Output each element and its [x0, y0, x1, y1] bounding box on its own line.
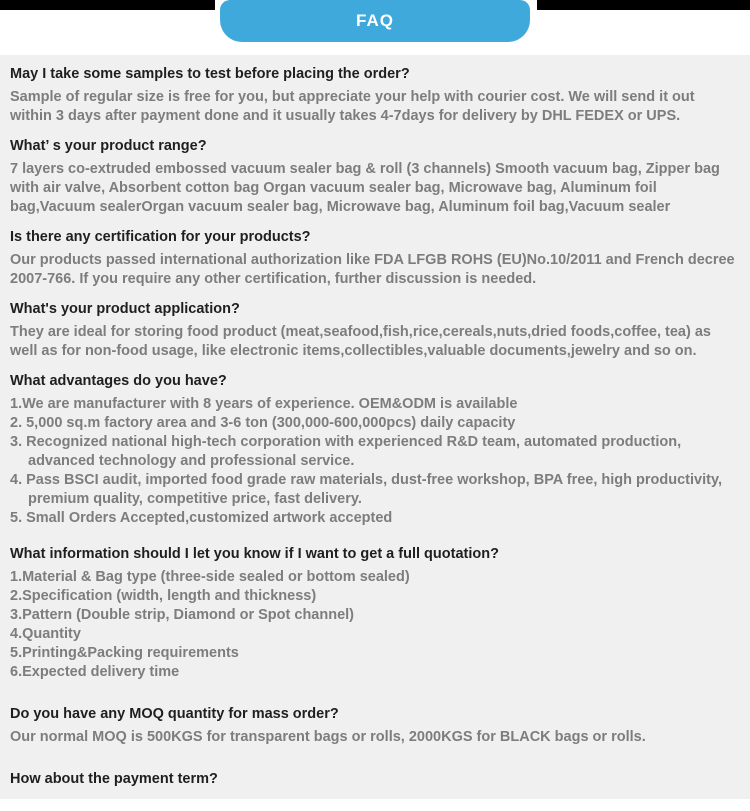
faq-content [0, 55, 750, 799]
top-border-left [0, 0, 215, 10]
faq-question: What's your product application? [10, 301, 240, 317]
faq-item-moq [10, 704, 740, 747]
top-border-right [537, 0, 750, 10]
faq-question: Do you have any MOQ quantity for mass order? [10, 706, 339, 722]
faq-item-payment-term [10, 769, 740, 789]
faq-question: What advantages do you have? [10, 373, 227, 389]
faq-answer-line: 6.Expected delivery time [10, 664, 180, 680]
faq-item-advantages [10, 371, 740, 528]
faq-answer-line: 3.Pattern (Double strip, Diamond or Spot channel) [10, 607, 354, 623]
faq-question: What’ s your product range? [10, 138, 207, 154]
faq-item-samples [10, 64, 740, 126]
faq-answer: They are ideal for storing food product (meat,seafood,fish,rice,cereals,nuts,dried foods,coffee, tea) as well as for non-food usage, like electronic items,collectibles,valuable documents,jewelry and so on. [10, 324, 711, 359]
faq-item-quotation-info [10, 544, 740, 682]
top-strip [0, 0, 750, 55]
faq-answer-line: 2.Specification (width, length and thickness) [10, 588, 317, 604]
faq-answer-line: 4.Quantity [10, 626, 81, 642]
faq-item-certification [10, 227, 740, 289]
faq-answer-line: 4. Pass BSCI audit, imported food grade raw materials, dust-free workshop, BPA free, high productivity, premium quality, competitive price, fast delivery. [10, 472, 722, 507]
faq-answer-line: 1.Material & Bag type (three-side sealed or bottom sealed) [10, 569, 410, 585]
faq-question: Is there any certification for your products? [10, 229, 311, 245]
faq-question: What information should I let you know if I want to get a full quotation? [10, 546, 499, 562]
faq-answer: 7 layers co-extruded embossed vacuum sealer bag & roll (3 channels) Smooth vacuum bag, Zipper bag with air valve, Absorbent cotton bag Organ vacuum sealer bag, Microwave bag, Aluminum foil bag,Vacuum sealerOrgan vacuum sealer bag, Microwave bag, Aluminum foil bag,Vacuum sealer [10, 161, 720, 215]
faq-question: May I take some samples to test before placing the order? [10, 66, 410, 82]
faq-answer-line: 1.We are manufacturer with 8 years of experience. OEM&ODM is available [10, 396, 518, 412]
faq-answer: Sample of regular size is free for you, but appreciate your help with courier cost. We will send it out within 3 days after payment done and it usually takes 4-7days for delivery by DHL FEDEX or UPS. [10, 89, 695, 124]
faq-answer: Our normal MOQ is 500KGS for transparent bags or rolls, 2000KGS for BLACK bags or rolls. [10, 729, 646, 745]
faq-answer-line: 2. 5,000 sq.m factory area and 3-6 ton (300,000-600,000pcs) daily capacity [10, 415, 516, 431]
faq-item-product-range [10, 136, 740, 217]
faq-answer-line: 3. Recognized national high-tech corporation with experienced R&D team, automated production, advanced technology and professional service. [10, 434, 682, 469]
faq-question: How about the payment term? [10, 771, 218, 787]
faq-item-application [10, 299, 740, 361]
faq-answer: Our products passed international authorization like FDA LFGB ROHS (EU)No.10/2011 and French decree 2007-766. If you require any other certification, further discussion is needed. [10, 252, 735, 287]
faq-answer-line: 5.Printing&Packing requirements [10, 645, 239, 661]
bottom-strip [0, 799, 750, 811]
faq-title: FAQ [356, 11, 394, 30]
faq-tab [220, 0, 530, 42]
faq-answer-line: 5. Small Orders Accepted,customized artwork accepted [10, 510, 393, 526]
